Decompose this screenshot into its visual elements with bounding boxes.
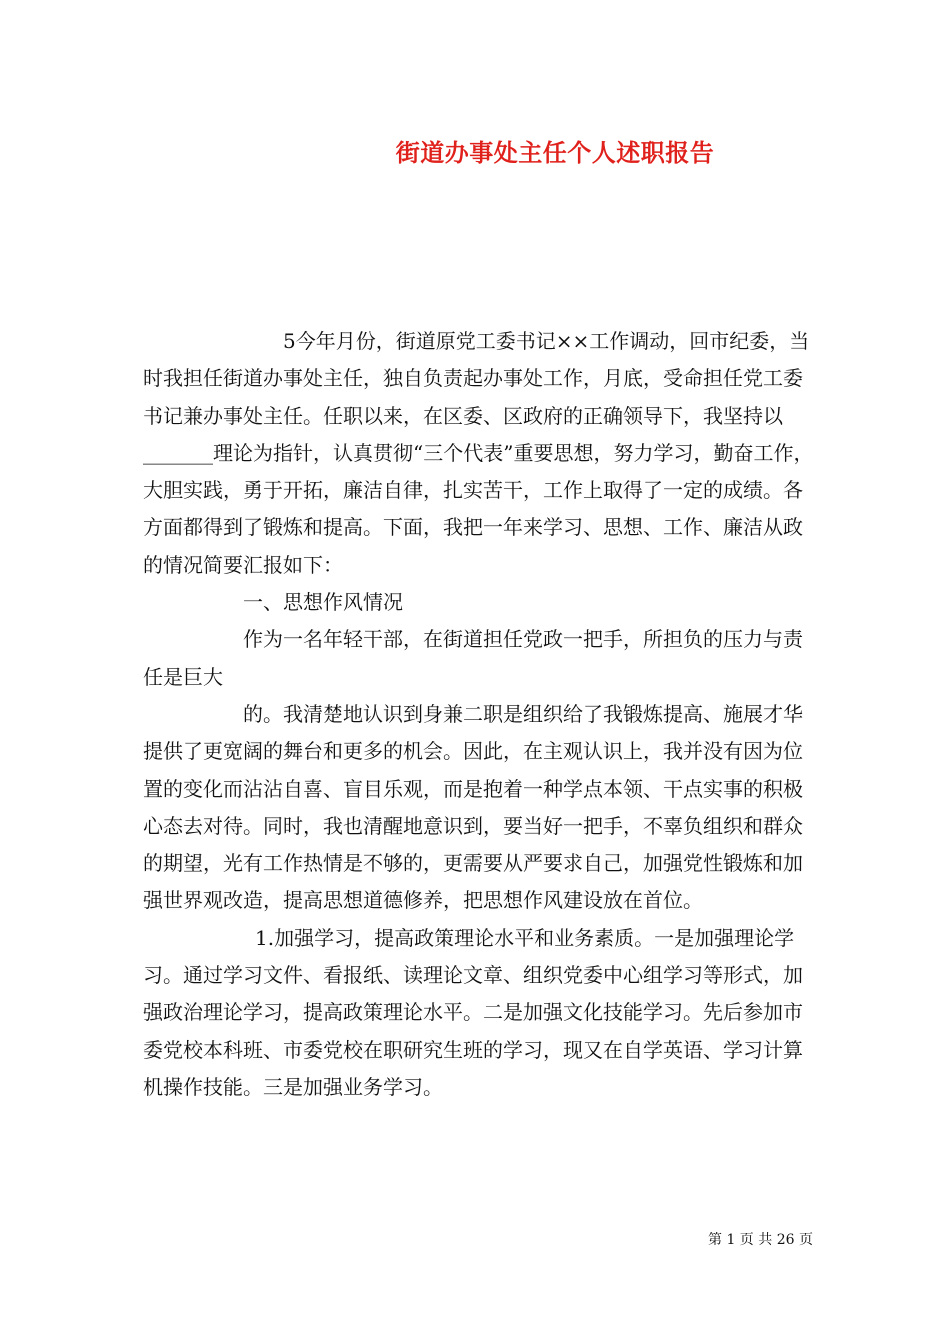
intro-paragraph: 5今年月份，街道原党工委书记××工作调动，回市纪委，当时我担任街道办事处主任，独自负责起办事处工作，月底，受命担任党工委书记兼办事处主任。任职以来，在区委、区政府的正确领导下，我坚持以_______理论为指针，认真贯彻“三个代表”重要思想，努力学习，勤奋工作，大胆实践，勇于开拓，廉洁自律，扎实苦干，工作上取得了一定的成绩。各方面都得到了锻炼和提高。下面，我把一年来学习、思想、工作、廉洁从政的情况简要汇报如下：	[143, 329, 814, 577]
section-heading: 一、思想作风情况	[243, 590, 403, 615]
section-paragraph-2: 的。我清楚地认识到身兼二职是组织给了我锻炼提高、施展才华提供了更宽阔的舞台和更多的机会。因此，在主观认识上，我并没有因为位置的变化而沾沾自喜、盲目乐观，而是抱着一种学点本领、干点实事的积极心态去对待。同时，我也清醒地意识到，要当好一把手，不辜负组织和群众的期望，光有工作热情是不够的，更需要从严要求自己，加强党性锻炼和加强世界观改造，提高思想道德修养，把思想作风建设放在首位。	[143, 701, 803, 913]
document-title: 街道办事处主任个人述职报告	[395, 138, 715, 167]
section-paragraph-1: 作为一名年轻干部，在街道担任党政一把手，所担负的压力与责任是巨大	[143, 627, 803, 689]
document-body	[143, 323, 815, 1106]
item-1-paragraph: 1.加强学习，提高政策理论水平和业务素质。一是加强理论学习。通过学习文件、看报纸、读理论文章、组织党委中心组学习等形式，加强政治理论学习，提高政策理论水平。二是加强文化技能学习。先后参加市委党校本科班、市委党校在职研究生班的学习，现又在自学英语、学习计算机操作技能。三是加强业务学习。	[143, 925, 803, 1099]
page-number-footer: 第 1 页 共 26 页	[708, 1232, 813, 1248]
